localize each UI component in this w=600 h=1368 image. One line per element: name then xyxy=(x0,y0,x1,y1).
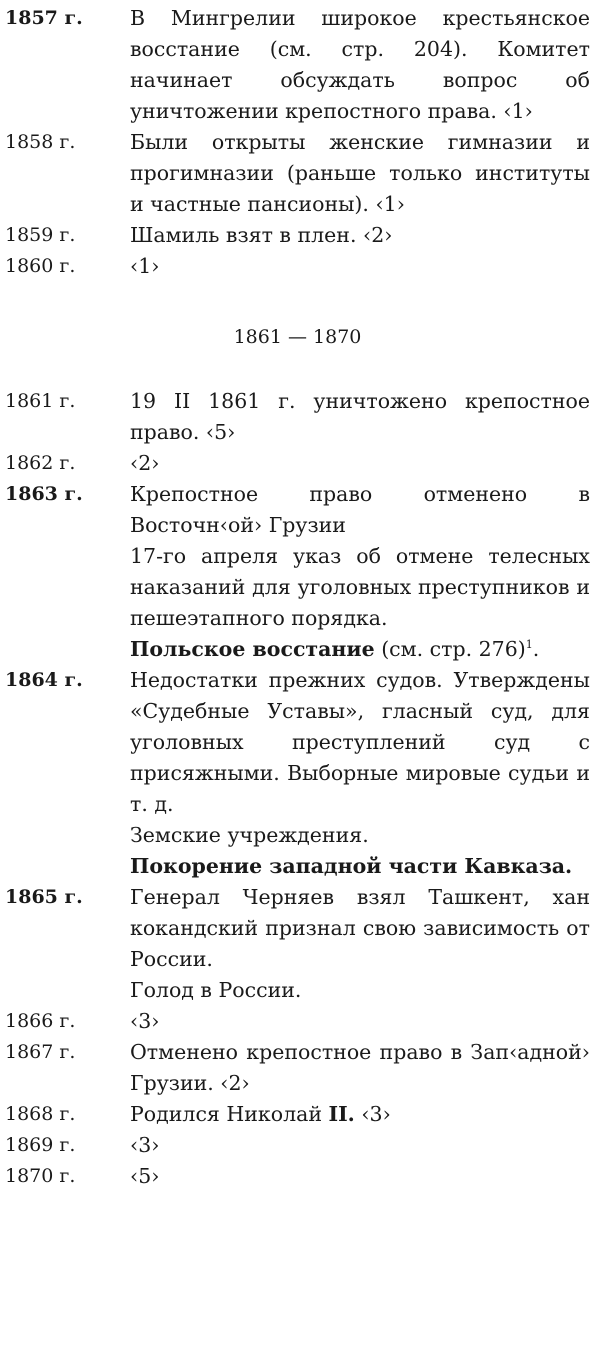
entry-paragraph xyxy=(130,975,590,1006)
paragraph-text: Шамиль взят в плен. ‹2› xyxy=(130,223,393,247)
bold-phrase: Польское восстание xyxy=(130,637,375,661)
paragraph-text: ‹5› xyxy=(130,1164,160,1188)
entry-paragraph xyxy=(130,3,590,127)
chronology-1857-1860 xyxy=(5,0,590,282)
entry-content xyxy=(130,3,590,127)
entry-content xyxy=(130,1161,590,1192)
entry-paragraph xyxy=(130,127,590,220)
entry-content xyxy=(130,1037,590,1099)
entry-content xyxy=(130,1099,590,1130)
entry-year: 1860 г. xyxy=(5,255,76,277)
paragraph-text: 17-го апреля указ об отмене телесных наказаний для уголовных преступников и пешеэтапного порядка. xyxy=(130,544,590,630)
chronology-entry xyxy=(5,1037,590,1099)
entry-year: 1862 г. xyxy=(5,452,76,474)
entry-content xyxy=(130,220,590,251)
entry-paragraph xyxy=(130,448,590,479)
chronology-entry xyxy=(5,127,590,220)
paragraph-text: Недостатки прежних судов. Утверждены «Судебные Уставы», гласный суд, для уголовных преступлений суд с присяжными. Выборные мировые судьи и т. д. xyxy=(130,668,590,816)
entry-paragraph xyxy=(130,1161,590,1192)
entry-year: 1865 г. xyxy=(5,886,83,908)
paragraph-text: ‹3› xyxy=(130,1133,160,1157)
paragraph-text: Родился Николай xyxy=(130,1102,329,1126)
paragraph-tail: ‹3› xyxy=(354,1102,391,1126)
entry-paragraph xyxy=(130,820,590,851)
paragraph-text: (см. стр. 276) xyxy=(374,637,526,661)
chronology-entry xyxy=(5,479,590,665)
paragraph-text: Генерал Черняев взял Ташкент, хан кокандский признал свою зависимость от России. xyxy=(130,885,590,971)
entry-paragraph xyxy=(130,1006,590,1037)
chronology-1861-1870 xyxy=(5,386,590,1192)
entry-paragraph xyxy=(130,220,590,251)
paragraph-text: ‹2› xyxy=(130,451,160,475)
section-heading: 1861 — 1870 xyxy=(233,326,362,348)
entry-paragraph xyxy=(130,386,590,448)
chronology-entry xyxy=(5,1130,590,1161)
entry-content xyxy=(130,1006,590,1037)
entry-content xyxy=(130,882,590,1006)
entry-paragraph xyxy=(130,541,590,634)
chronology-entry xyxy=(5,3,590,127)
chronology-entry xyxy=(5,882,590,1006)
entry-content xyxy=(130,251,590,282)
entry-paragraph xyxy=(130,1037,590,1099)
entry-content xyxy=(130,386,590,448)
entry-paragraph xyxy=(130,665,590,820)
chronology-entry xyxy=(5,1006,590,1037)
entry-paragraph xyxy=(130,882,590,975)
entry-year: 1861 г. xyxy=(5,390,76,412)
entry-year: 1863 г. xyxy=(5,483,83,505)
entry-year: 1867 г. xyxy=(5,1041,76,1063)
chronology-entry xyxy=(5,1161,590,1192)
paragraph-text: Крепостное право отменено в Восточн‹ой› Грузии xyxy=(130,482,590,537)
chronology-entry xyxy=(5,1099,590,1130)
entry-year: 1866 г. xyxy=(5,1010,76,1032)
chronology-entry xyxy=(5,665,590,882)
bold-phrase: II. xyxy=(328,1102,355,1126)
entry-year: 1864 г. xyxy=(5,669,83,691)
entry-paragraph xyxy=(130,479,590,541)
footnote-marker[interactable]: 1 xyxy=(525,638,533,652)
entry-content xyxy=(130,1130,590,1161)
paragraph-text: В Мингрелии широкое крестьянское восстание (см. стр. 204). Комитет начинает обсуждать вопрос об уничтожении крепостного права. ‹1› xyxy=(130,6,590,123)
paragraph-text: ‹3› xyxy=(130,1009,160,1033)
entry-paragraph xyxy=(130,1130,590,1161)
entry-year: 1858 г. xyxy=(5,131,76,153)
entry-content xyxy=(130,479,590,665)
entry-year: 1869 г. xyxy=(5,1134,76,1156)
entry-paragraph xyxy=(130,251,590,282)
paragraph-text: Были открыты женские гимназии и прогимназии (раньше только институты и частные пансионы). ‹1› xyxy=(130,130,590,216)
paragraph-text: Земские учреждения. xyxy=(130,823,369,847)
chronology-entry xyxy=(5,251,590,282)
entry-content xyxy=(130,448,590,479)
entry-year: 1868 г. xyxy=(5,1103,76,1125)
entry-content xyxy=(130,127,590,220)
entry-paragraph xyxy=(130,1099,590,1130)
entry-year: 1857 г. xyxy=(5,7,83,29)
entry-year: 1859 г. xyxy=(5,224,76,246)
paragraph-text: ‹1› xyxy=(130,254,160,278)
entry-year: 1870 г. xyxy=(5,1165,76,1187)
paragraph-text: Отменено крепостное право в Зап‹адной› Грузии. ‹2› xyxy=(130,1040,590,1095)
paragraph-tail: . xyxy=(532,637,540,661)
entry-paragraph xyxy=(130,634,590,665)
entry-paragraph xyxy=(130,851,590,882)
paragraph-text: Голод в России. xyxy=(130,978,302,1002)
chronology-entry xyxy=(5,220,590,251)
paragraph-text: 19 II 1861 г. уничтожено крепостное право. ‹5› xyxy=(130,389,590,444)
chronology-entry xyxy=(5,386,590,448)
paragraph-text: Покорение западной части Кавказа. xyxy=(130,854,573,878)
entry-content xyxy=(130,665,590,882)
chronology-entry xyxy=(5,448,590,479)
